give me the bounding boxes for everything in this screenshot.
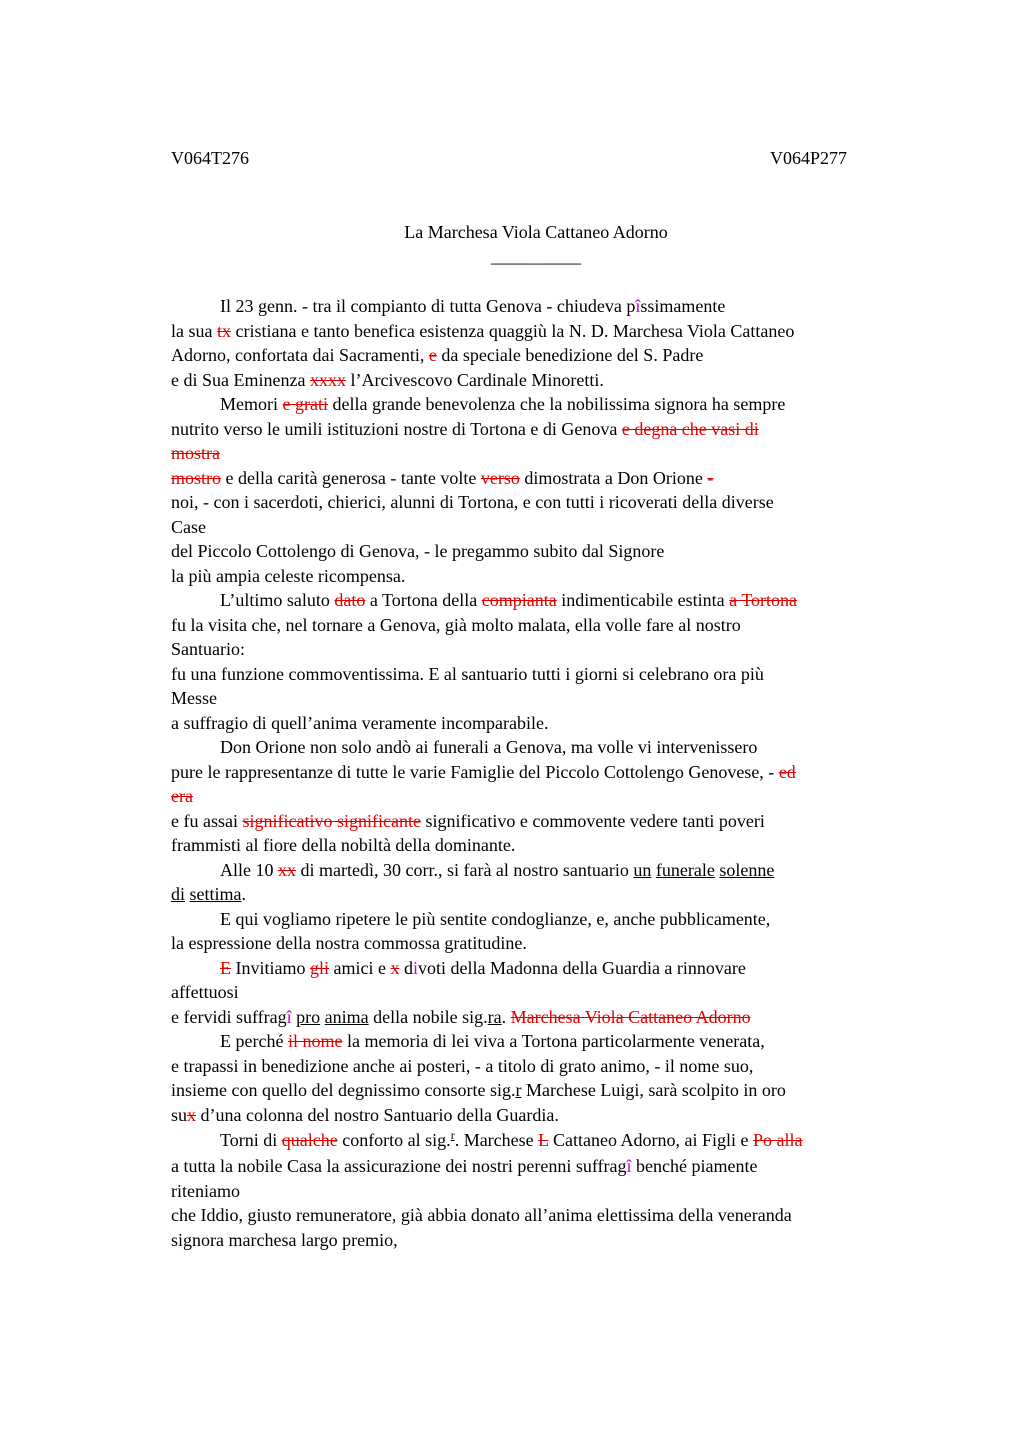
underlined-word: di bbox=[171, 884, 186, 904]
deletion-mark: e bbox=[428, 345, 437, 365]
text-line: E Invitiamo gli amici e x divoti della Madonna della Guardia a rinnovare bbox=[220, 957, 746, 978]
text-line: riteniamo bbox=[171, 1180, 240, 1201]
superscript-mark: r bbox=[450, 1128, 455, 1142]
text-line: Messe bbox=[171, 688, 217, 708]
header-right-code: V064P277 bbox=[769, 148, 847, 168]
text-line: Il 23 genn. - tra il compianto di tutta Genova - chiudeva pîssimamente bbox=[220, 296, 726, 316]
underlined-word: anima bbox=[324, 1006, 369, 1027]
underlined-word: funerale bbox=[655, 859, 715, 880]
text-line: affettuosi bbox=[171, 982, 239, 1002]
insertion-mark: î bbox=[286, 1006, 292, 1027]
text-line: Santuario: bbox=[171, 639, 245, 659]
text-line: Torni di qualche conforto al sig.$^r$. Marchese L Cattaneo Adorno, ai Figli e Po alla bbox=[220, 1128, 803, 1150]
deletion-mark: x bbox=[187, 1104, 197, 1125]
deletion-mark: xxxx bbox=[309, 369, 346, 390]
deletion-mark: Marchesa Viola Cattaneo Adorno bbox=[510, 1006, 751, 1027]
text-line: L’ultimo saluto dato a Tortona della compianta indimenticabile estinta a Tortona bbox=[220, 590, 798, 610]
text-line: a suffragio di quell’anima veramente incomparabile. bbox=[171, 712, 549, 733]
document-title: La Marchesa Viola Cattaneo Adorno bbox=[404, 222, 668, 242]
text-line: frammisti al fiore della nobiltà della dominante. bbox=[171, 835, 516, 855]
text-line: a tutta la nobile Casa la assicurazione dei nostri perenni suffragî benché piamente bbox=[171, 1156, 758, 1176]
text-line: Don Orione non solo andò ai funerali a Genova, ma volle vi intervenissero bbox=[220, 737, 758, 757]
deletion-mark: ed bbox=[778, 761, 796, 782]
deletion-mark: dato bbox=[334, 590, 366, 610]
insertion-mark: î bbox=[635, 296, 641, 316]
underlined-word: un bbox=[633, 859, 652, 880]
insertion-mark: î bbox=[626, 1156, 632, 1176]
text-line bbox=[171, 784, 931, 809]
deletion-mark: significativo significante bbox=[242, 810, 421, 831]
text-line: e trapassi in benedizione anche ai posteri, - a titolo di grato animo, - il nome suo, bbox=[171, 1055, 754, 1076]
text-line bbox=[171, 441, 931, 466]
deletion-mark: compianta bbox=[481, 590, 557, 610]
text-line: Case bbox=[171, 516, 206, 537]
title-underline: __________ bbox=[491, 246, 581, 266]
text-line: e fu assai significativo significante significativo e commovente vedere tanti poveri bbox=[171, 810, 765, 831]
underlined-word: settima bbox=[189, 884, 242, 904]
text-line: di settima. bbox=[171, 884, 247, 904]
deletion-mark: E bbox=[220, 957, 231, 978]
text-line: la espressione della nostra commossa gratitudine. bbox=[171, 933, 527, 953]
deletion-mark: xx bbox=[278, 859, 296, 880]
underlined-word: ra bbox=[487, 1006, 502, 1027]
text-line: e di Sua Eminenza xxxx l’Arcivescovo Cardinale Minoretti. bbox=[171, 369, 604, 390]
deletion-mark: qualche bbox=[281, 1130, 338, 1150]
text-line: Memori e grati della grande benevolenza che la nobilissima signora ha sempre bbox=[220, 394, 786, 414]
deletion-mark: - bbox=[707, 467, 714, 488]
text-line: pure le rappresentanze di tutte le varie Famiglie del Piccolo Cottolengo Genovese, - ed bbox=[171, 761, 796, 782]
document-body bbox=[171, 294, 931, 1252]
text-line: e fervidi suffragî pro anima della nobile sig.ra. Marchesa Viola Cattaneo Adorno bbox=[171, 1006, 751, 1027]
deletion-mark: il nome bbox=[287, 1031, 343, 1051]
deletion-mark: mostro bbox=[171, 467, 222, 488]
text-line: Adorno, confortata dai Sacramenti, e da speciale benedizione del S. Padre bbox=[171, 345, 704, 365]
deletion-mark: era bbox=[171, 786, 193, 806]
text-line: Alle 10 xx di martedì, 30 corr., si farà al nostro santuario un funerale solenne bbox=[220, 859, 775, 880]
header-left-code: V064T276 bbox=[171, 148, 249, 168]
underlined-word: r bbox=[515, 1080, 522, 1100]
text-line: mostro e della carità generosa - tante volte verso dimostrata a Don Orione - bbox=[171, 467, 714, 488]
deletion-mark: verso bbox=[480, 467, 520, 488]
text-line: del Piccolo Cottolengo di Genova, - le pregammo subito dal Signore bbox=[171, 541, 665, 561]
text-line: E qui vogliamo ripetere le più sentite condoglianze, e, anche pubblicamente, bbox=[220, 908, 771, 929]
deletion-mark: tx bbox=[216, 320, 231, 341]
page-header bbox=[171, 146, 847, 170]
deletion-mark: mostra bbox=[171, 443, 220, 463]
text-line: la più ampia celeste ricompensa. bbox=[171, 565, 406, 586]
insertion-mark: i bbox=[413, 957, 419, 978]
text-line: che Iddio, giusto remuneratore, già abbia donato all’anima elettissima della veneranda bbox=[171, 1205, 792, 1225]
deletion-mark: L bbox=[538, 1130, 549, 1150]
deletion-mark: x bbox=[390, 957, 400, 978]
deletion-mark: a Tortona bbox=[729, 590, 798, 610]
deletion-mark: gli bbox=[310, 957, 330, 978]
text-line: fu una funzione commoventissima. E al santuario tutti i giorni si celebrano ora più bbox=[171, 663, 764, 684]
text-line: signora marchesa largo premio, bbox=[171, 1229, 398, 1250]
text-line: noi, - con i sacerdoti, chierici, alunni di Tortona, e con tutti i ricoverati della diverse bbox=[171, 492, 774, 512]
text-line: nutrito verso le umili istituzioni nostre di Tortona e di Genova e degna che vasi di bbox=[171, 418, 759, 439]
underlined-word: solenne bbox=[719, 859, 775, 880]
text-line: sux d’una colonna del nostro Santuario della Guardia. bbox=[171, 1104, 559, 1125]
text-line: E perché il nome la memoria di lei viva a Tortona particolarmente venerata, bbox=[220, 1031, 765, 1051]
text-line: fu la visita che, nel tornare a Genova, già molto malata, ella volle fare al nostro bbox=[171, 614, 741, 635]
underlined-word: pro bbox=[296, 1006, 321, 1027]
text-line: la sua tx cristiana e tanto benefica esistenza quaggiù la N. D. Marchesa Viola Cattaneo bbox=[171, 320, 795, 341]
deletion-mark: e degna che vasi di bbox=[621, 418, 759, 439]
text-line: insieme con quello del degnissimo consorte sig.r Marchese Luigi, sarà scolpito in oro bbox=[171, 1080, 786, 1100]
deletion-mark: e grati bbox=[282, 394, 328, 414]
deletion-mark: Po alla bbox=[752, 1130, 803, 1150]
